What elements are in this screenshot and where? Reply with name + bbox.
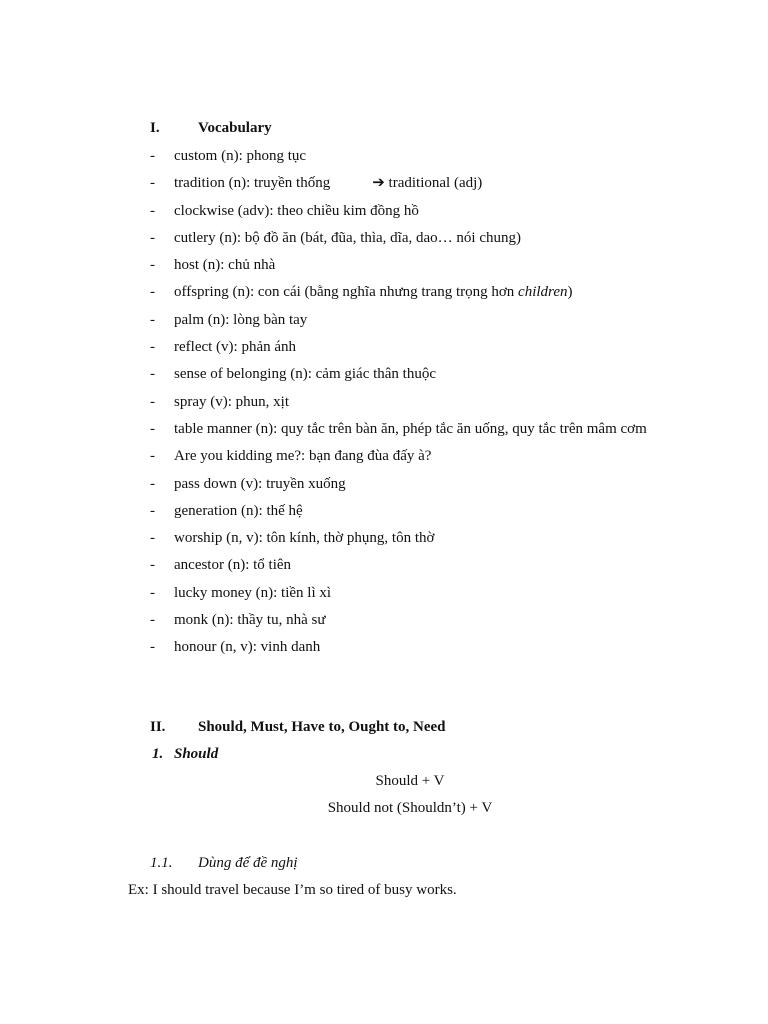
vocab-text: generation (n): thế hệ (174, 502, 303, 519)
list-dash: - (150, 229, 155, 246)
list-dash: - (150, 557, 155, 574)
list-dash: - (150, 584, 155, 601)
vocab-text: cutlery (n): bộ đồ ăn (bát, đũa, thìa, dĩa, dao… nói chung) (174, 229, 521, 246)
vocab-item (150, 471, 698, 498)
vocab-text: tradition (n): truyền thống (174, 175, 331, 192)
vocab-text-end: ) (567, 284, 573, 301)
list-dash: - (150, 420, 155, 437)
right-arrow-icon: ➔ (372, 175, 385, 192)
vocab-text: clockwise (adv): theo chiều kim đồng hồ (174, 202, 419, 219)
vocab-text: reflect (v): phản ánh (174, 339, 297, 356)
vocab-item (150, 416, 698, 443)
vocab-item (150, 170, 698, 197)
list-dash: - (150, 202, 155, 219)
vocab-item (150, 389, 698, 416)
vocab-text: pass down (v): truyền xuống (174, 475, 346, 492)
vocab-item (150, 525, 698, 552)
list-dash: - (150, 393, 155, 410)
list-dash: - (150, 257, 155, 274)
subsubsection-number: 1.1. (150, 855, 173, 871)
vocab-item (150, 607, 698, 634)
subsubsection-title: Dùng để đề nghị (198, 855, 298, 871)
vocab-text: custom (n): phong tục (174, 148, 307, 164)
vocab-text: host (n): chủ nhà (174, 257, 276, 274)
vocab-text: table manner (n): quy tắc trên bàn ăn, phép tắc ăn uống, quy tắc trên mâm cơm (174, 420, 647, 437)
section-heading-vocabulary (150, 120, 272, 137)
vocab-text: honour (n, v): vinh danh (174, 639, 321, 656)
section-title: Vocabulary (198, 120, 272, 136)
section-heading-modal-verbs (150, 719, 446, 736)
vocab-item (150, 634, 698, 661)
section-number: I. (150, 120, 160, 136)
vocab-text: spray (v): phun, xịt (174, 393, 289, 410)
list-dash: - (150, 284, 155, 301)
list-dash: - (150, 366, 155, 383)
list-dash: - (150, 639, 155, 656)
vocab-item (150, 198, 698, 225)
vocab-italic-word: children (518, 284, 568, 301)
vocab-item (150, 334, 698, 361)
vocab-item (150, 498, 698, 525)
list-dash: - (150, 612, 155, 629)
list-dash: - (150, 475, 155, 492)
vocab-text: lucky money (n): tiền lì xì (174, 584, 332, 601)
example-sentence: Ex: I should travel because I’m so tired of busy works. (128, 882, 457, 898)
list-dash: - (150, 502, 155, 519)
vocab-item (150, 443, 698, 470)
subsection-title: Should (174, 746, 219, 762)
subsection-heading-should (152, 746, 218, 763)
list-dash: - (150, 148, 155, 164)
formula-line: Should + V (375, 773, 445, 789)
vocab-item (150, 252, 698, 279)
list-dash: - (150, 175, 155, 192)
vocab-text: sense of belonging (n): cảm giác thân thuộc (174, 366, 437, 383)
list-dash: - (150, 339, 155, 356)
vocab-text: palm (n): lòng bàn tay (174, 311, 308, 328)
subsection-number: 1. (152, 746, 164, 762)
vocab-text: offspring (n): con cái (bằng nghĩa nhưng trang trọng hơn (174, 284, 519, 301)
list-dash: - (150, 448, 155, 465)
section-title: Should, Must, Have to, Ought to, Need (198, 719, 446, 735)
vocab-item (150, 580, 698, 607)
vocab-item (150, 279, 698, 306)
vocab-item (150, 307, 698, 334)
vocab-derived-word: traditional (adj) (388, 175, 483, 192)
vocabulary-list (150, 143, 698, 662)
vocab-item (150, 552, 698, 579)
vocab-item (150, 361, 698, 388)
vocab-text: worship (n, v): tôn kính, thờ phụng, tôn thờ (174, 530, 435, 547)
vocab-text: monk (n): thầy tu, nhà sư (174, 612, 326, 629)
formula-line: Should not (Shouldn’t) + V (327, 800, 493, 816)
vocab-text: ancestor (n): tổ tiên (174, 557, 292, 574)
vocab-item (150, 225, 698, 252)
list-dash: - (150, 311, 155, 328)
list-dash: - (150, 530, 155, 547)
subsubsection-heading (150, 855, 298, 872)
section-number: II. (150, 719, 166, 735)
vocab-item (150, 143, 698, 170)
vocab-text: Are you kidding me?: bạn đang đùa đấy à? (174, 448, 432, 465)
